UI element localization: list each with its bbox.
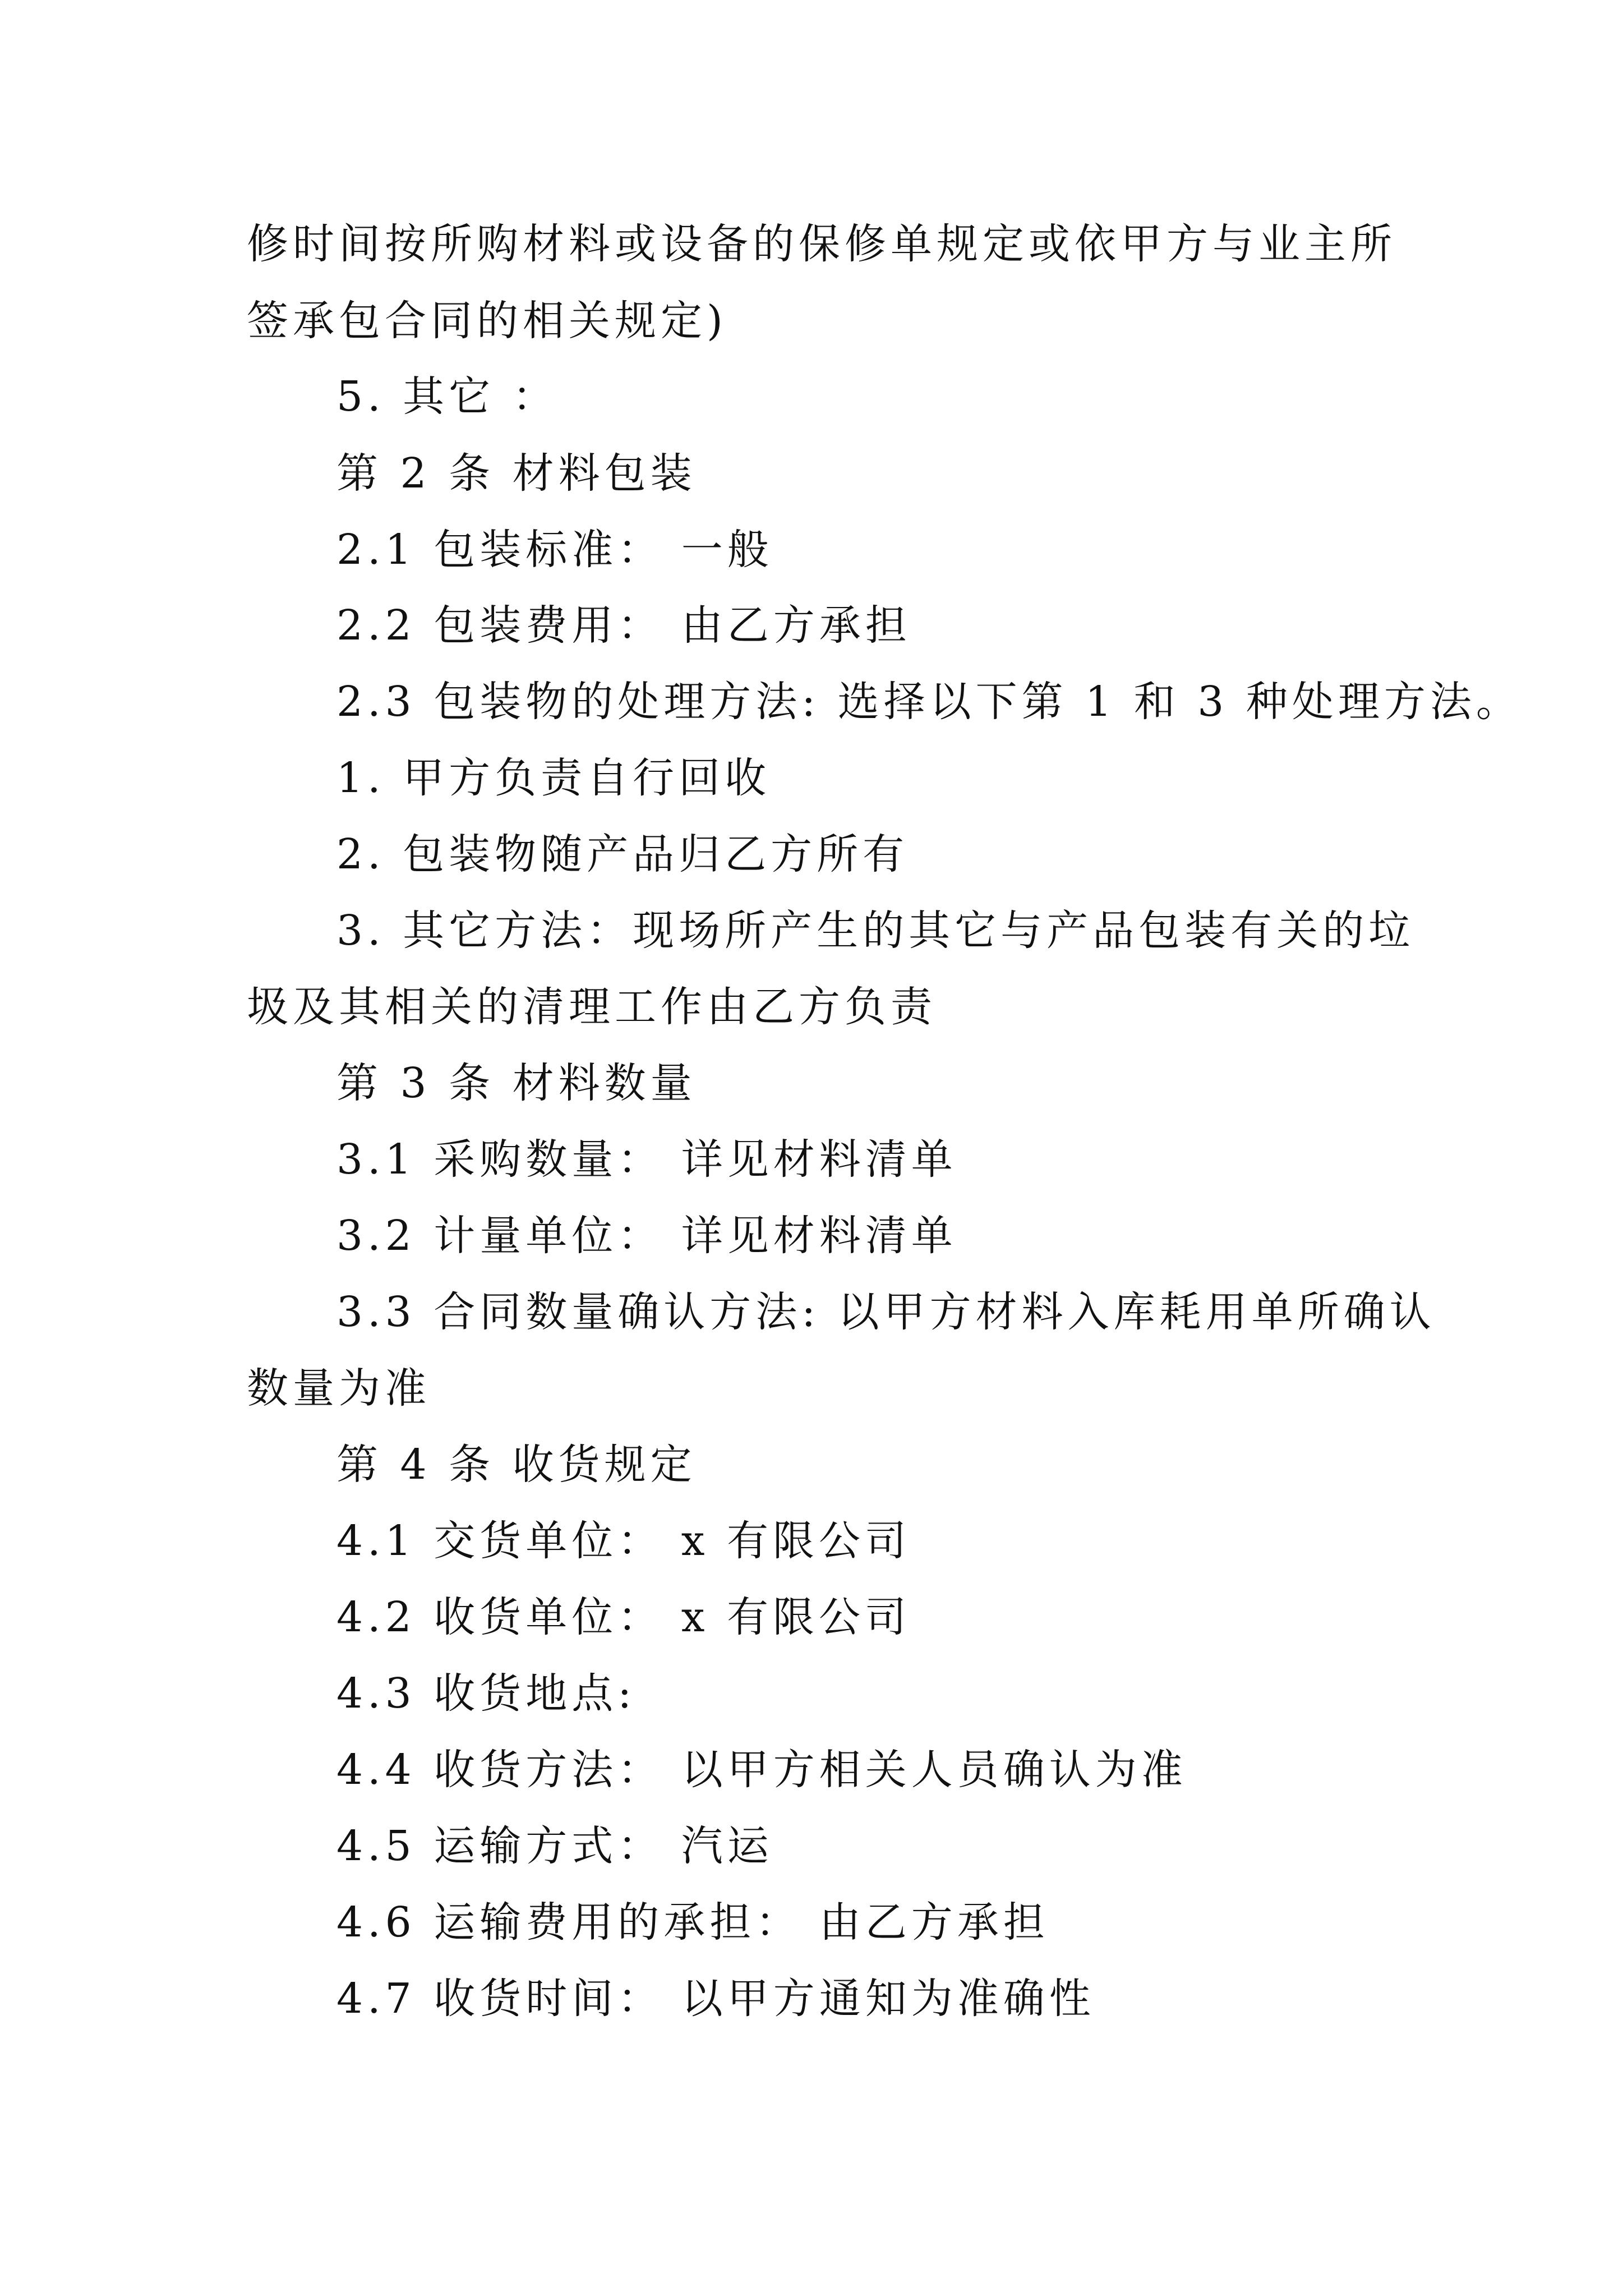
text-line: 4.1 交货单位： x 有限公司 — [336, 1517, 911, 1565]
text-line: 2.3 包装物的处理方法: 选择以下第 1 和 3 种处理方法。 — [336, 678, 1522, 726]
section-heading: 第 3 条 材料数量 — [336, 1059, 697, 1107]
text-line: 圾及其相关的清理工作由乙方负责 — [247, 983, 937, 1031]
list-item: 1. 甲方负责自行回收 — [336, 754, 771, 802]
text-line: 3.2 计量单位： 详见材料清单 — [336, 1212, 957, 1260]
text-line: 4.5 运输方式： 汽运 — [336, 1822, 773, 1870]
text-line: 4.4 收货方法： 以甲方相关人员确认为准 — [336, 1746, 1187, 1794]
text-line: 4.2 收货单位： x 有限公司 — [336, 1593, 911, 1641]
list-item: 2. 包装物随产品归乙方所有 — [336, 830, 909, 878]
text-line: 4.7 收货时间： 以甲方通知为准确性 — [336, 1975, 1095, 2023]
text-line: 2.2 包装费用： 由乙方承担 — [336, 601, 911, 650]
text-line: 2.1 包装标准： 一般 — [336, 526, 773, 574]
text-line: 3.1 采购数量： 详见材料清单 — [336, 1135, 957, 1184]
text-line: 3.3 合同数量确认方法: 以甲方材料入库耗用单所确认 — [336, 1288, 1436, 1336]
text-line: 5. 其它 ： — [336, 372, 559, 421]
text-line: 4.3 收货地点: — [336, 1669, 637, 1718]
section-heading: 第 2 条 材料包装 — [336, 449, 697, 498]
text-line: 4.6 运输费用的承担： 由乙方承担 — [336, 1898, 1049, 1947]
text-line: 签承包合同的相关规定) — [247, 297, 727, 345]
section-heading: 第 4 条 收货规定 — [336, 1441, 697, 1489]
list-item: 3. 其它方法：现场所产生的其它与产品包装有关的垃 — [336, 907, 1415, 955]
text-line: 修时间按所购材料或设备的保修单规定或依甲方与业主所 — [247, 220, 1396, 268]
text-line: 数量为准 — [247, 1364, 431, 1412]
